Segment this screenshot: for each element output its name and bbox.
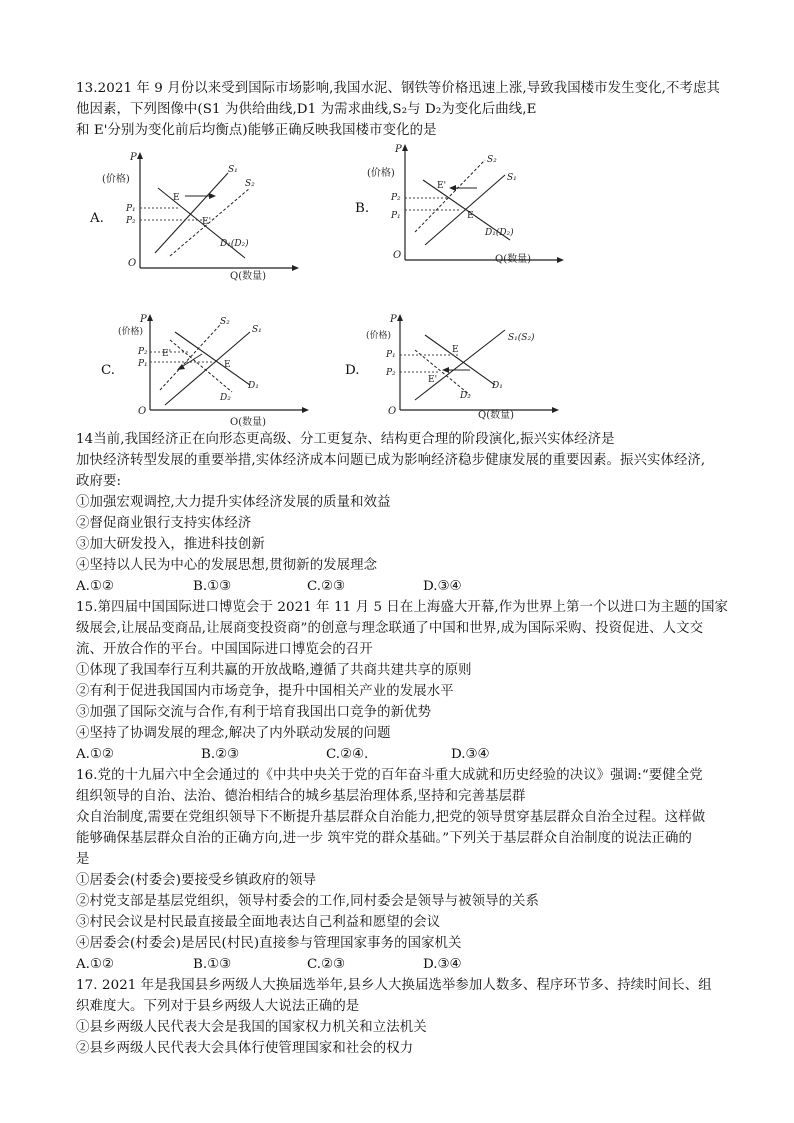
graph-d-e-prime: E' — [428, 375, 438, 385]
graph-b-letter: B. — [355, 201, 370, 216]
q13-line-1: 13.2021 年 9 月份以来受到国际市场影响,我国水泥、钢铁等价格迅速上涨,导致我国楼市发生变化,不考虑其 — [76, 81, 720, 96]
graph-c-x-axis: O(数量) — [230, 417, 267, 428]
q17-line-2: 织难度大。下列对于县乡两级人大说法正确的是 — [76, 999, 360, 1014]
graph-b-e-prime: E' — [437, 181, 447, 191]
q14-option-d[interactable]: D.③④ — [423, 579, 462, 594]
q17-item-1: ①县乡两级人民代表大会是我国的国家权力机关和立法机关 — [76, 1020, 427, 1035]
graph-a-d: D₁(D₂) — [220, 239, 249, 249]
graph-d-s: S₁(S₂) — [508, 333, 535, 343]
q14-item-3: ③加大研发投入，推进科技创新 — [76, 537, 265, 552]
graph-c-d2: D₂ — [220, 393, 231, 403]
q15-item-3: ③加强了国际交流与合作,有利于培育我国出口竞争的新优势 — [76, 705, 432, 720]
graph-b-origin: O — [393, 250, 402, 261]
q16-item-2: ②村党支部是基层党组织，领导村委会的工作,同村委会是领导与被领导的关系 — [76, 894, 540, 909]
graph-d-origin: O — [388, 406, 397, 417]
q15-item-4: ④坚持了协调发展的理念,解决了内外联动发展的问题 — [76, 726, 391, 741]
graph-d-d1: D₁ — [492, 381, 503, 391]
q15-option-a[interactable]: A.①② — [76, 747, 114, 762]
q14-item-1: ①加强宏观调控,大力提升实体经济发展的质量和效益 — [76, 495, 391, 510]
q14-line-1: 14当前,我国经济正在向形态更高级、分工更复杂、结构更合理的阶段演化,振兴实体经济是 — [76, 432, 615, 447]
graph-c-origin: O — [138, 406, 147, 417]
graph-c-y-axis: P — [140, 314, 147, 325]
q16-line-4: 能够确保基层群众自治的正确方向,进一步 筑牢党的群众基础。”下列关于基层群众自治制度的说法正确的 — [76, 831, 693, 846]
graph-c — [120, 310, 320, 430]
graph-b — [367, 140, 575, 270]
graph-b-e: E — [467, 211, 474, 221]
graph-c-p2: P₂ — [138, 347, 148, 357]
q16-option-d[interactable]: D.③④ — [423, 957, 462, 972]
graph-d-x-axis: Q(数量) — [478, 410, 515, 421]
q14-option-a[interactable]: A.①② — [76, 579, 114, 594]
q16-option-c[interactable]: C.②③ — [307, 957, 346, 972]
graph-d-letter: D. — [345, 363, 360, 378]
q14-item-2: ②督促商业银行支持实体经济 — [76, 516, 252, 531]
graph-c-s1: S₁ — [252, 325, 262, 335]
graph-b-p1: P₁ — [391, 211, 401, 221]
graph-a-p2: P₂ — [126, 216, 136, 226]
q16-option-a[interactable]: A.①② — [76, 957, 114, 972]
graph-b-s2: S₂ — [487, 155, 497, 165]
graph-a-letter: A. — [90, 211, 104, 226]
q13-line-3: 和 E'分别为变化前后均衡点)能够正确反映我国楼市变化的是 — [76, 123, 437, 138]
q16-item-1: ①居委会(村委会)要接受乡镇政府的领导 — [76, 873, 316, 888]
graph-a-origin: O — [128, 258, 137, 269]
q16-line-2: 组织领导的自治、法治、德治相结合的城乡基层治理体系,坚持和完善基层群 — [76, 789, 526, 804]
graph-c-d1: D₁ — [248, 381, 259, 391]
q15-line-2: 级展会,让展品变商品,让展商变投资商”的创意与理念联通了中国和世界,成为国际采购、投资促进、人文交 — [76, 621, 704, 636]
graph-d-p1: P₁ — [386, 350, 396, 360]
q15-line-1: 15.第四届中国国际进口博览会于 2021 年 11 月 5 日在上海盛大开幕,作为世界上第一个以进口为主题的国家 — [76, 600, 729, 615]
q17-item-2: ②县乡两级人民代表大会具体行使管理国家和社会的权力 — [76, 1041, 414, 1056]
q16-item-4: ④居委会(村委会)是居民(村民)直接参与管理国家事务的国家机关 — [76, 936, 462, 951]
graph-c-e: E — [224, 360, 231, 370]
graph-d-e: E — [452, 345, 459, 355]
graph-d-d2: D₂ — [460, 391, 471, 401]
graph-d-p2: P₂ — [386, 368, 396, 378]
q15-option-c[interactable]: C.②④. — [326, 747, 369, 762]
graph-a-s1: S₁ — [228, 165, 238, 175]
graph-a-x-axis: Q(数量) — [230, 271, 267, 282]
graph-d-y-name: (价格) — [366, 331, 392, 341]
q17-line-1: 17. 2021 年是我国县乡两级人大换届选举年,县乡人大换届选举参加人数多、程序环节多、持续时间长、组 — [76, 978, 712, 993]
q16-option-b[interactable]: B.①③ — [193, 957, 232, 972]
q16-line-3: 众自治制度,需要在党组织领导下不断提升基层群众自治能力,把党的领导贯穿基层群众自治全过程。这样做 — [76, 810, 706, 825]
graph-b-p2: P₂ — [391, 193, 401, 203]
graph-a-p1: P₁ — [126, 204, 136, 214]
q13-line-2: 他因素，下列图像中(S1 为供给曲线,D1 为需求曲线,S₂与 D₂为变化后曲线,E — [76, 102, 537, 117]
graph-a-e: E — [173, 193, 180, 203]
q16-line-1: 16.党的十九届六中全会通过的《中共中央关于党的百年奋斗重大成就和历史经验的决议》强调:“要健全党 — [76, 768, 703, 783]
graph-a-s2: S₂ — [245, 179, 255, 189]
graph-a-y-name: (价格) — [102, 174, 130, 185]
graph-a — [102, 148, 310, 282]
q14-line-3: 政府要: — [76, 474, 122, 489]
graph-c-p1: P₁ — [138, 359, 148, 369]
graph-c-y-name: (价格) — [118, 327, 144, 337]
graph-d — [366, 310, 570, 430]
graph-c-e-prime: E' — [162, 349, 172, 359]
q14-option-b[interactable]: B.①③ — [193, 579, 232, 594]
graph-a-e-prime: E' — [202, 217, 212, 227]
graph-a-y-axis: P — [130, 152, 137, 163]
graph-b-y-name: (价格) — [367, 168, 395, 179]
q16-item-3: ③村民会议是村民最直接最全面地表达自己利益和愿望的会议 — [76, 915, 441, 930]
q15-item-2: ②有利于促进我国国内市场竞争，提升中国相关产业的发展水平 — [76, 684, 454, 699]
graph-b-x-axis: Q(数量) — [495, 254, 532, 265]
q14-item-4: ④坚持以人民为中心的发展思想,贯彻新的发展理念 — [76, 558, 378, 573]
q14-option-c[interactable]: C.②③ — [307, 579, 346, 594]
q16-line-5: 是 — [76, 852, 90, 867]
graph-b-d: D₁(D₂) — [485, 228, 514, 238]
graph-b-s1: S₁ — [507, 173, 517, 183]
q15-item-1: ①体现了我国奉行互利共赢的开放战略,遵循了共商共建共享的原则 — [76, 663, 472, 678]
graph-d-y-axis: P — [390, 314, 397, 325]
q15-option-b[interactable]: B.②③ — [201, 747, 240, 762]
q15-line-3: 流、开放合作的平台。中国国际进口博览会的召开 — [76, 642, 373, 657]
graph-c-letter: C. — [101, 363, 116, 378]
q15-option-d[interactable]: D.③④ — [451, 747, 490, 762]
graph-b-y-axis: P — [395, 144, 402, 155]
q14-line-2: 加快经济转型发展的重要举措,实体经济成本问题已成为影响经济稳步健康发展的重要因素。振兴实体经济, — [76, 453, 706, 468]
graph-c-s2: S₂ — [220, 317, 230, 327]
